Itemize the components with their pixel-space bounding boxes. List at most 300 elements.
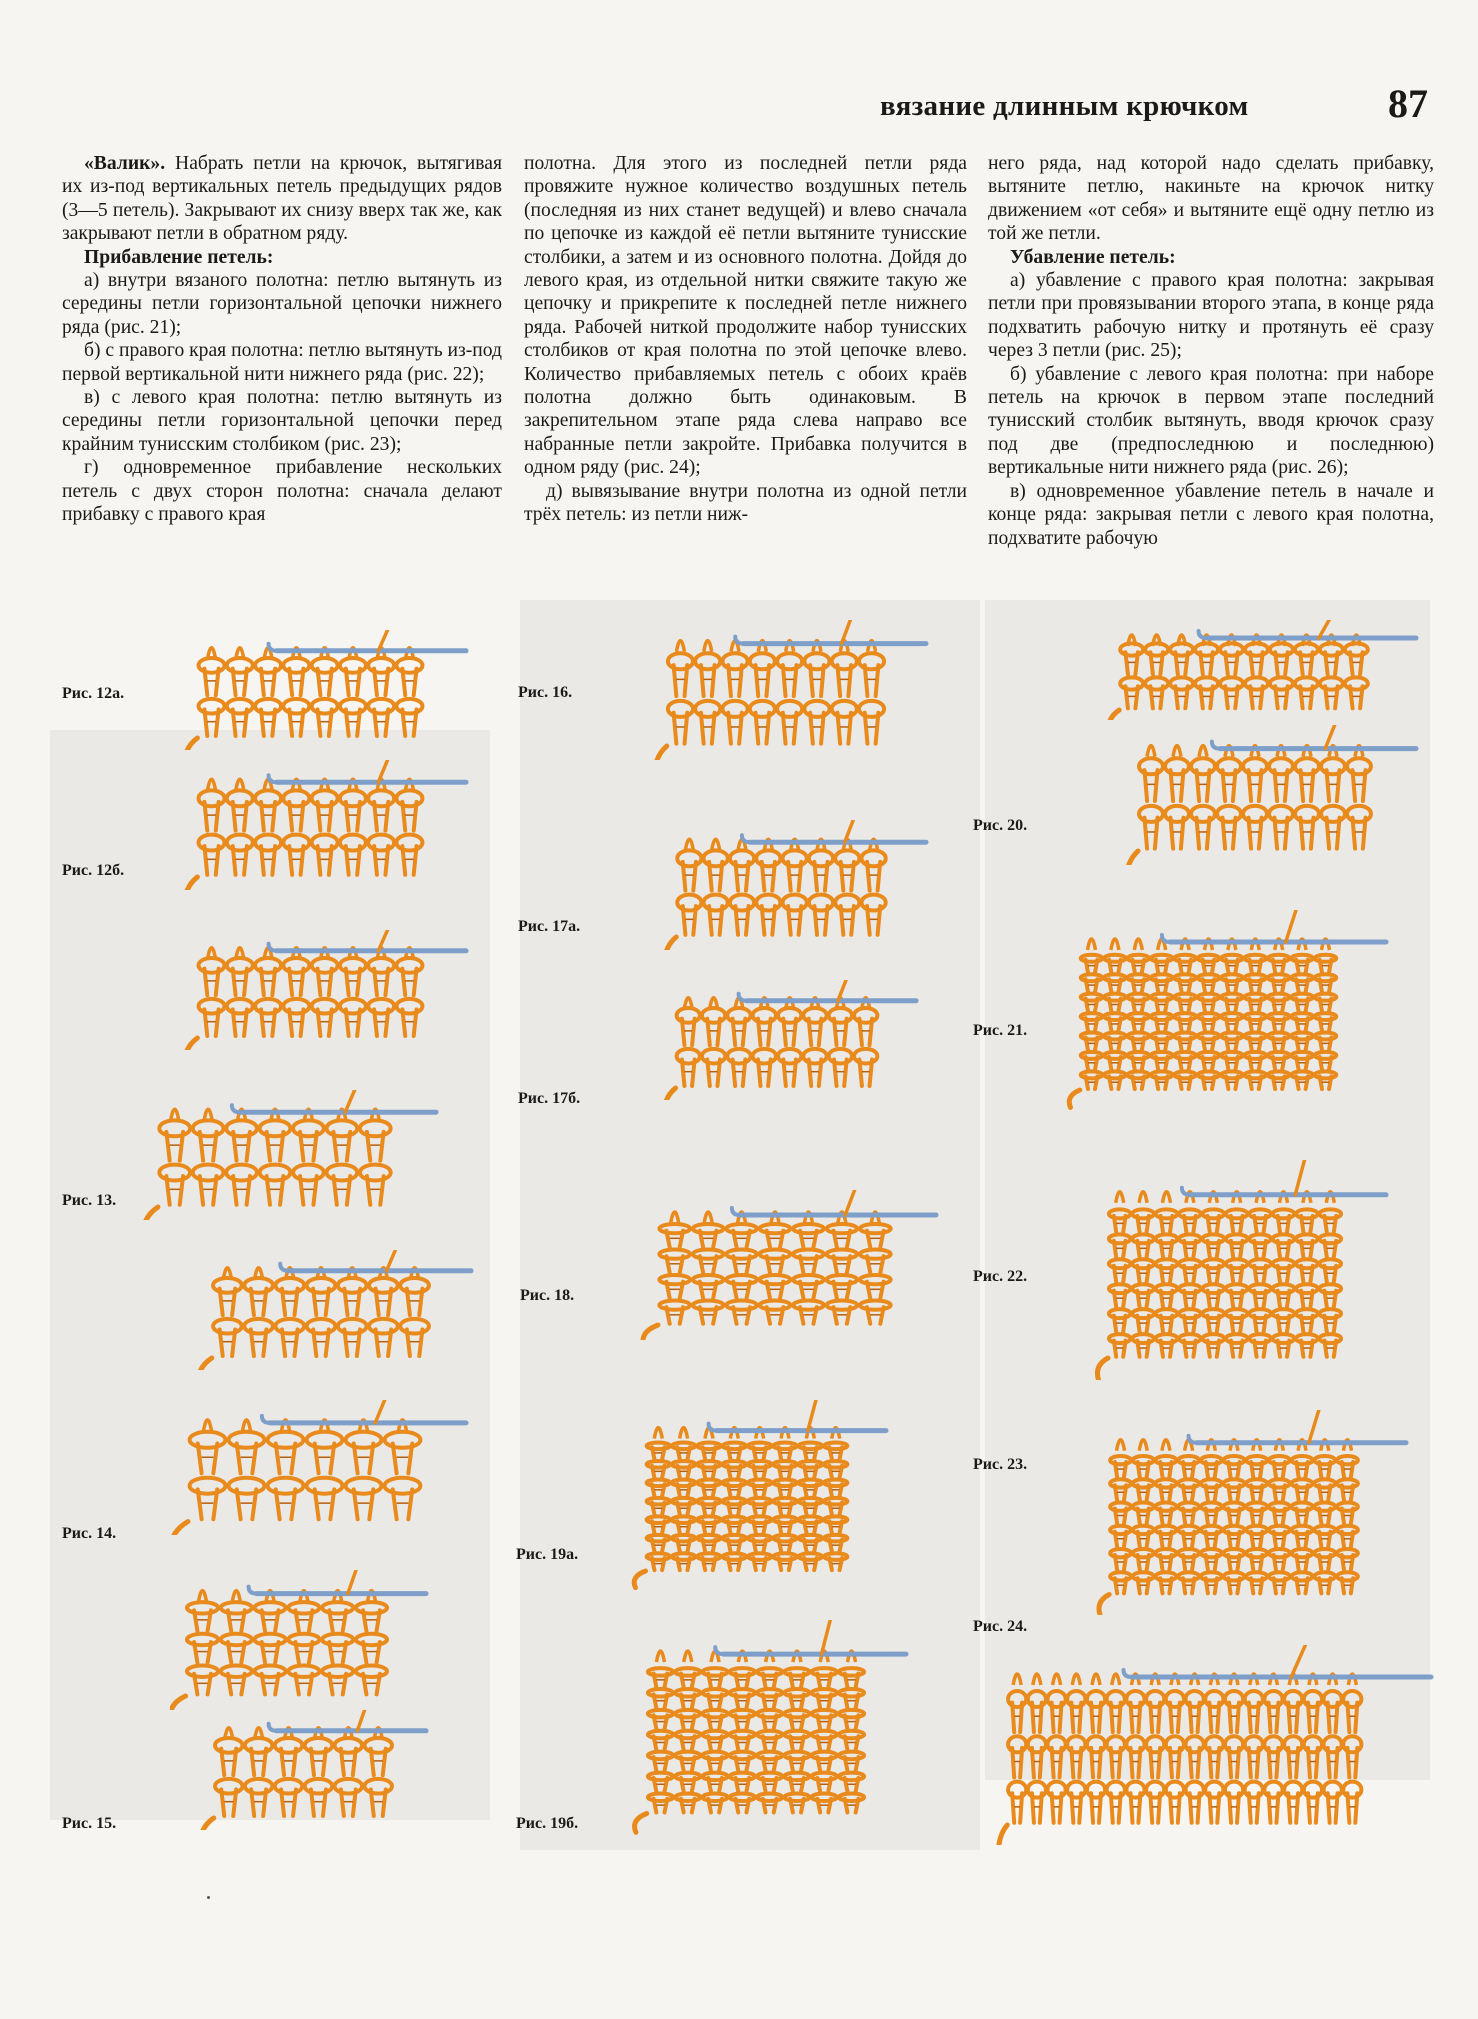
knit-swatch-fig-20b — [1120, 725, 1420, 865]
chain-loop — [356, 1602, 387, 1613]
chain-loop — [396, 958, 422, 973]
chain-loop — [675, 1773, 700, 1781]
chain-loop — [648, 1689, 673, 1697]
yarn-tail — [185, 738, 198, 750]
chain-loop — [364, 1738, 392, 1753]
loop-on-hook — [676, 641, 684, 652]
chain-loop — [312, 958, 338, 973]
yarn-tail — [198, 1358, 212, 1370]
chain-loop — [326, 1120, 357, 1136]
chain-loop — [760, 1275, 791, 1284]
chain-loop — [1347, 758, 1371, 774]
loop-on-hook — [204, 1420, 212, 1431]
chain-loop — [730, 1710, 755, 1718]
text-column-2 — [524, 152, 967, 527]
chain-loop — [229, 1432, 265, 1448]
chain-loop — [275, 1779, 303, 1794]
chain-loop — [704, 895, 728, 911]
chain-loop — [812, 1752, 837, 1760]
paragraph: полотна. Для этого из последней петли ряда провяжите нужное количество воздушных петель (последняя из них станет ведущей) и влево сначала по цепочке из каждой её петли вытяните тунисские столбики, а затем и из основного полотна. Дойдя до левого края, из отдельной нитки свяжите такую же цепочку и прикрепите к последней петле нижнего ряда. Рабочей ниткой продолжите набор тунисских столбиков от края полотна по этой цепочке влево. Количество прибавляемых петель с обоих краёв полотна должно быть одинаковым. В закрепительном этапе ряда слева направо все набранные петли закройте. Прибавка получится в одном ряду (рис. 24); — [524, 153, 967, 479]
chain-loop — [396, 699, 422, 714]
chain-loop — [730, 850, 754, 866]
chain-loop — [221, 1666, 252, 1677]
loop-on-hook — [1139, 1440, 1147, 1451]
chain-loop — [862, 895, 886, 911]
chain-loop — [757, 1731, 782, 1739]
chain-loop — [668, 701, 693, 717]
chain-loop — [226, 1165, 257, 1181]
yarn-tail — [1126, 851, 1138, 865]
chain-loop — [722, 653, 747, 669]
yarn-tail — [200, 1818, 213, 1830]
hook-tip — [269, 775, 277, 782]
chain-loop — [312, 790, 338, 806]
chain-loop — [275, 1738, 303, 1753]
chain-loop — [340, 699, 366, 714]
loop-on-hook — [1111, 939, 1119, 950]
chain-loop — [369, 1319, 398, 1334]
working-yarn — [348, 1570, 358, 1594]
chain-loop — [312, 999, 338, 1014]
loop-on-hook — [199, 1591, 207, 1602]
chain-loop — [812, 1793, 837, 1801]
loop-on-hook — [704, 1212, 712, 1223]
chain-loop — [760, 1224, 791, 1233]
working-yarn — [387, 1250, 398, 1271]
figure-caption: Рис. 24. — [973, 1618, 1028, 1635]
figure-caption: Рис. 23. — [973, 1456, 1028, 1473]
chain-loop — [693, 1224, 724, 1233]
chain-loop — [275, 1278, 304, 1293]
chain-loop — [322, 1602, 353, 1613]
chain-loop — [784, 1668, 809, 1676]
chain-loop — [227, 999, 253, 1014]
chain-loop — [722, 701, 747, 717]
yarn-tail — [170, 1522, 188, 1536]
chain-loop — [193, 1120, 224, 1136]
loop-on-hook — [1092, 1674, 1100, 1685]
figure-caption: Рис. 20. — [973, 817, 1028, 834]
figure-caption: Рис. 12б. — [62, 862, 125, 879]
chain-loop — [675, 1668, 700, 1676]
chain-loop — [312, 835, 338, 851]
knit-swatch-fig-19a — [630, 1400, 890, 1590]
chain-loop — [187, 1634, 218, 1645]
chain-loop — [1295, 806, 1319, 822]
knit-swatch-fig-14a — [195, 1250, 475, 1370]
chain-loop — [730, 1752, 755, 1760]
chain-loop — [1321, 758, 1345, 774]
chain-loop — [213, 1278, 242, 1293]
chain-loop — [826, 1301, 857, 1310]
chain-loop — [159, 1165, 190, 1181]
figure-caption: Рис. 19б. — [516, 1815, 579, 1832]
hook-tip — [709, 1424, 717, 1431]
loop-on-hook — [232, 1591, 240, 1602]
chain-loop — [862, 850, 886, 866]
chain-loop — [288, 1666, 319, 1677]
working-yarn — [822, 1620, 833, 1654]
loop-on-hook — [1088, 939, 1096, 950]
yarn-tail — [635, 1814, 647, 1833]
loop-on-hook — [671, 1212, 679, 1223]
chain-loop — [812, 1731, 837, 1739]
chain-loop — [199, 835, 225, 851]
working-yarn — [378, 630, 389, 651]
chain-loop — [695, 701, 720, 717]
chain-loop — [227, 958, 253, 973]
chain-loop — [199, 658, 225, 673]
chain-loop — [812, 1689, 837, 1697]
chain-loop — [199, 999, 225, 1014]
chain-loop — [1217, 758, 1241, 774]
chain-loop — [1295, 758, 1319, 774]
chain-loop — [338, 1278, 367, 1293]
chain-loop — [730, 1773, 755, 1781]
chain-loop — [826, 1250, 857, 1259]
chain-loop — [648, 1793, 673, 1801]
chain-loop — [702, 1752, 727, 1760]
chain-loop — [702, 1731, 727, 1739]
hook-tip — [1124, 1670, 1132, 1677]
chain-loop — [648, 1752, 673, 1760]
knit-swatch-fig-15a — [170, 1570, 430, 1710]
figure-caption: Рис. 18. — [520, 1287, 575, 1304]
chain-loop — [835, 895, 859, 911]
paragraph: д) вывязывание внутри полотна из одной петли трёх петель: из петли ниж- — [524, 480, 967, 526]
chain-loop — [677, 895, 701, 911]
chain-loop — [368, 658, 394, 673]
knit-swatch-fig-18 — [640, 1190, 940, 1340]
chain-loop — [268, 1478, 304, 1494]
chain-loop — [648, 1710, 673, 1718]
chain-loop — [750, 653, 775, 669]
chain-loop — [213, 1319, 242, 1334]
chain-loop — [793, 1250, 824, 1259]
working-yarn — [838, 980, 848, 1001]
yarn-tail — [170, 1696, 185, 1710]
chain-loop — [675, 1731, 700, 1739]
hook-tip — [732, 1208, 740, 1215]
chain-loop — [730, 1793, 755, 1801]
chain-loop — [260, 1165, 291, 1181]
chain-loop — [675, 1710, 700, 1718]
chain-loop — [400, 1278, 429, 1293]
chain-loop — [396, 999, 422, 1014]
knit-swatch-fig-22 — [1090, 1160, 1390, 1380]
chain-loop — [1191, 758, 1215, 774]
chain-loop — [326, 1165, 357, 1181]
working-yarn — [1309, 1410, 1321, 1443]
chain-loop — [704, 850, 728, 866]
paragraph: в) с левого края полотна: петлю вытянуть из середины петли горизонтальной цепочки перед крайним тунисским столбиком (рис. 23); — [62, 387, 502, 455]
chain-loop — [221, 1602, 252, 1613]
chain-loop — [227, 658, 253, 673]
chain-loop — [400, 1319, 429, 1334]
chain-loop — [859, 653, 884, 669]
knit-swatch-fig-24 — [980, 1645, 1435, 1845]
chain-loop — [368, 958, 394, 973]
loop-on-hook — [1199, 746, 1207, 757]
chain-loop — [245, 1738, 273, 1753]
chain-loop — [693, 1275, 724, 1284]
chain-loop — [260, 1120, 291, 1136]
chain-loop — [783, 850, 807, 866]
chain-loop — [199, 699, 225, 714]
chain-loop — [190, 1478, 226, 1494]
chain-loop — [368, 790, 394, 806]
chain-loop — [730, 1689, 755, 1697]
paragraph: б) с правого края полотна: петлю вытянуть из-под первой вертикальной нити нижнего ряда (рис. 22); — [62, 340, 502, 385]
figure-caption: Рис. 17б. — [518, 1090, 581, 1107]
chain-loop — [839, 1773, 864, 1781]
chain-loop — [255, 658, 281, 673]
print-speck — [207, 1896, 210, 1899]
chain-loop — [832, 653, 857, 669]
chain-loop — [730, 1668, 755, 1676]
knit-swatch-fig-16 — [650, 620, 930, 760]
chain-loop — [307, 1319, 336, 1334]
working-yarn — [378, 760, 389, 782]
knit-swatch-fig-21 — [1060, 910, 1390, 1110]
chain-loop — [215, 1738, 243, 1753]
chain-loop — [283, 835, 309, 851]
hook-tip — [269, 944, 277, 951]
hook-tip — [232, 1105, 240, 1112]
chain-loop — [693, 1301, 724, 1310]
section-heading: Убавление петель: — [1010, 246, 1176, 268]
chain-loop — [648, 1731, 673, 1739]
chain-loop — [757, 1689, 782, 1697]
chain-loop — [305, 1779, 333, 1794]
chain-loop — [839, 1689, 864, 1697]
chain-loop — [826, 1275, 857, 1284]
chain-loop — [757, 1710, 782, 1718]
chain-loop — [812, 1773, 837, 1781]
text-column-3 — [988, 152, 1434, 550]
chain-loop — [193, 1165, 224, 1181]
chain-loop — [826, 1224, 857, 1233]
term-lead: «Валик». — [84, 153, 166, 174]
hook-tip — [1162, 935, 1170, 942]
chain-loop — [793, 1301, 824, 1310]
chain-loop — [159, 1120, 190, 1136]
yarn-tail — [664, 937, 676, 950]
chain-loop — [695, 653, 720, 669]
figure-caption: Рис. 15. — [62, 1815, 117, 1832]
chain-loop — [396, 835, 422, 851]
chain-loop — [648, 1773, 673, 1781]
chain-loop — [839, 1731, 864, 1739]
chain-loop — [283, 958, 309, 973]
chain-loop — [293, 1120, 324, 1136]
chain-loop — [396, 790, 422, 806]
chain-loop — [757, 1793, 782, 1801]
chain-loop — [784, 1752, 809, 1760]
chain-loop — [1217, 806, 1241, 822]
chain-loop — [675, 1793, 700, 1801]
chain-loop — [199, 958, 225, 973]
loop-on-hook — [1139, 1192, 1147, 1203]
chain-loop — [340, 790, 366, 806]
chain-loop — [1321, 806, 1345, 822]
chain-loop — [793, 1224, 824, 1233]
chain-loop — [255, 790, 281, 806]
chain-loop — [283, 790, 309, 806]
chain-loop — [312, 699, 338, 714]
chain-loop — [221, 1634, 252, 1645]
chain-loop — [227, 699, 253, 714]
yarn-tail — [664, 1088, 675, 1100]
loop-on-hook — [1173, 746, 1181, 757]
chain-loop — [659, 1301, 690, 1310]
chain-loop — [835, 850, 859, 866]
chain-loop — [346, 1478, 382, 1494]
chain-loop — [1165, 806, 1189, 822]
chain-loop — [1347, 806, 1371, 822]
knit-swatch-fig-12-c — [180, 930, 470, 1050]
chain-loop — [793, 1275, 824, 1284]
chain-loop — [777, 653, 802, 669]
chain-loop — [730, 895, 754, 911]
chain-loop — [226, 1120, 257, 1136]
yarn-tail — [185, 1038, 198, 1050]
loop-on-hook — [1147, 746, 1155, 757]
chain-loop — [860, 1250, 891, 1259]
chain-loop — [368, 699, 394, 714]
paragraph-text: Набрать петли на крючок, вытягивая их из-под вертикальных петель предыдущих рядов (3—5 петель). Закрывают их снизу вверх так же, как закрывают петли в обратном ряду. — [62, 153, 502, 245]
chain-loop — [812, 1668, 837, 1676]
chain-loop — [784, 1773, 809, 1781]
chain-loop — [784, 1793, 809, 1801]
chain-loop — [702, 1710, 727, 1718]
loop-on-hook — [1116, 1192, 1124, 1203]
loop-on-hook — [1163, 1192, 1171, 1203]
hook-tip — [735, 637, 743, 644]
chain-loop — [860, 1275, 891, 1284]
section-heading: Прибавление петель: — [84, 246, 274, 268]
loop-on-hook — [1033, 1674, 1041, 1685]
figure-caption: Рис. 12а. — [62, 685, 125, 702]
chain-loop — [275, 1319, 304, 1334]
working-yarn — [345, 1090, 357, 1112]
chain-loop — [1139, 806, 1163, 822]
hook-tip — [742, 835, 750, 842]
knit-swatch-fig-23 — [1090, 1410, 1410, 1615]
loop-on-hook — [1134, 939, 1142, 950]
chain-loop — [659, 1224, 690, 1233]
loop-on-hook — [704, 641, 712, 652]
working-yarn — [845, 1190, 857, 1215]
chain-loop — [322, 1666, 353, 1677]
yarn-tail — [634, 1571, 645, 1588]
chain-loop — [677, 850, 701, 866]
chain-loop — [756, 895, 780, 911]
yarn-tail — [1099, 1595, 1109, 1616]
working-yarn — [808, 1400, 818, 1431]
chain-loop — [668, 653, 693, 669]
yarn-tail — [185, 877, 198, 890]
figure-caption: Рис. 16. — [518, 684, 573, 701]
chain-loop — [809, 895, 833, 911]
chain-loop — [726, 1224, 757, 1233]
chain-loop — [368, 999, 394, 1014]
chain-loop — [340, 999, 366, 1014]
chain-loop — [783, 895, 807, 911]
yarn-tail — [998, 1825, 1007, 1845]
chain-loop — [385, 1432, 421, 1448]
hook-tip — [280, 1264, 288, 1271]
hook-tip — [739, 994, 747, 1001]
chain-loop — [307, 1478, 343, 1494]
working-yarn — [375, 1400, 387, 1423]
chain-loop — [1243, 806, 1267, 822]
chain-loop — [288, 1602, 319, 1613]
working-yarn — [1291, 1645, 1309, 1677]
loop-on-hook — [1053, 1674, 1061, 1685]
knit-swatch-fig-17b — [660, 980, 920, 1100]
knit-swatch-fig-17a — [660, 820, 930, 950]
section-title: вязание длинным крючком — [880, 90, 1249, 122]
paragraph: б) убавление с левого края полотна: при наборе петель на крючок в первом этапе последний тунисский столбик вытянуть, вводя крючок сразу под две (предпоследнюю и последнюю) вертикальные нити нижнего ряда (рис. 26); — [988, 363, 1434, 479]
chain-loop — [283, 699, 309, 714]
chain-loop — [305, 1738, 333, 1753]
chain-loop — [757, 1773, 782, 1781]
chain-loop — [675, 1689, 700, 1697]
yarn-tail — [1069, 1090, 1080, 1107]
paragraph — [62, 152, 502, 246]
chain-loop — [1165, 758, 1189, 774]
chain-loop — [288, 1634, 319, 1645]
chain-loop — [859, 701, 884, 717]
chain-loop — [777, 701, 802, 717]
chain-loop — [659, 1250, 690, 1259]
knit-swatch-fig-12a — [180, 630, 470, 750]
loop-on-hook — [656, 1651, 664, 1662]
yarn-tail — [655, 746, 667, 760]
loop-on-hook — [1072, 1674, 1080, 1685]
chain-loop — [839, 1752, 864, 1760]
chain-loop — [804, 653, 829, 669]
chain-loop — [702, 1668, 727, 1676]
knit-swatch-fig-13 — [140, 1090, 440, 1220]
chain-loop — [730, 1731, 755, 1739]
chain-loop — [268, 1432, 304, 1448]
yarn-tail — [1097, 1358, 1108, 1380]
chain-loop — [757, 1752, 782, 1760]
chain-loop — [255, 699, 281, 714]
chain-loop — [340, 835, 366, 851]
chain-loop — [1243, 758, 1267, 774]
chain-loop — [1191, 806, 1215, 822]
chain-loop — [360, 1120, 391, 1136]
paragraph: а) убавление с правого края полотна: закрывая петли при провязывании второго этапа, в конце ряда подхватить рабочую нитку и протянуть её сразу через 3 петли (рис. 25); — [988, 270, 1434, 362]
chain-loop — [307, 1432, 343, 1448]
chain-loop — [340, 958, 366, 973]
chain-loop — [255, 1602, 286, 1613]
chain-loop — [215, 1779, 243, 1794]
chain-loop — [757, 1668, 782, 1676]
chain-loop — [809, 850, 833, 866]
knit-swatch-fig-20a — [1100, 620, 1420, 720]
figure-caption: Рис. 13. — [62, 1192, 117, 1209]
chain-loop — [1269, 806, 1293, 822]
hook-tip — [269, 644, 277, 651]
chain-loop — [245, 1779, 273, 1794]
chain-loop — [227, 790, 253, 806]
loop-on-hook — [684, 1651, 692, 1662]
paragraph: в) одновременное убавление петель в начале и конце ряда: закрывая петли с левого края полотна, подхватите рабочую — [988, 480, 1434, 549]
